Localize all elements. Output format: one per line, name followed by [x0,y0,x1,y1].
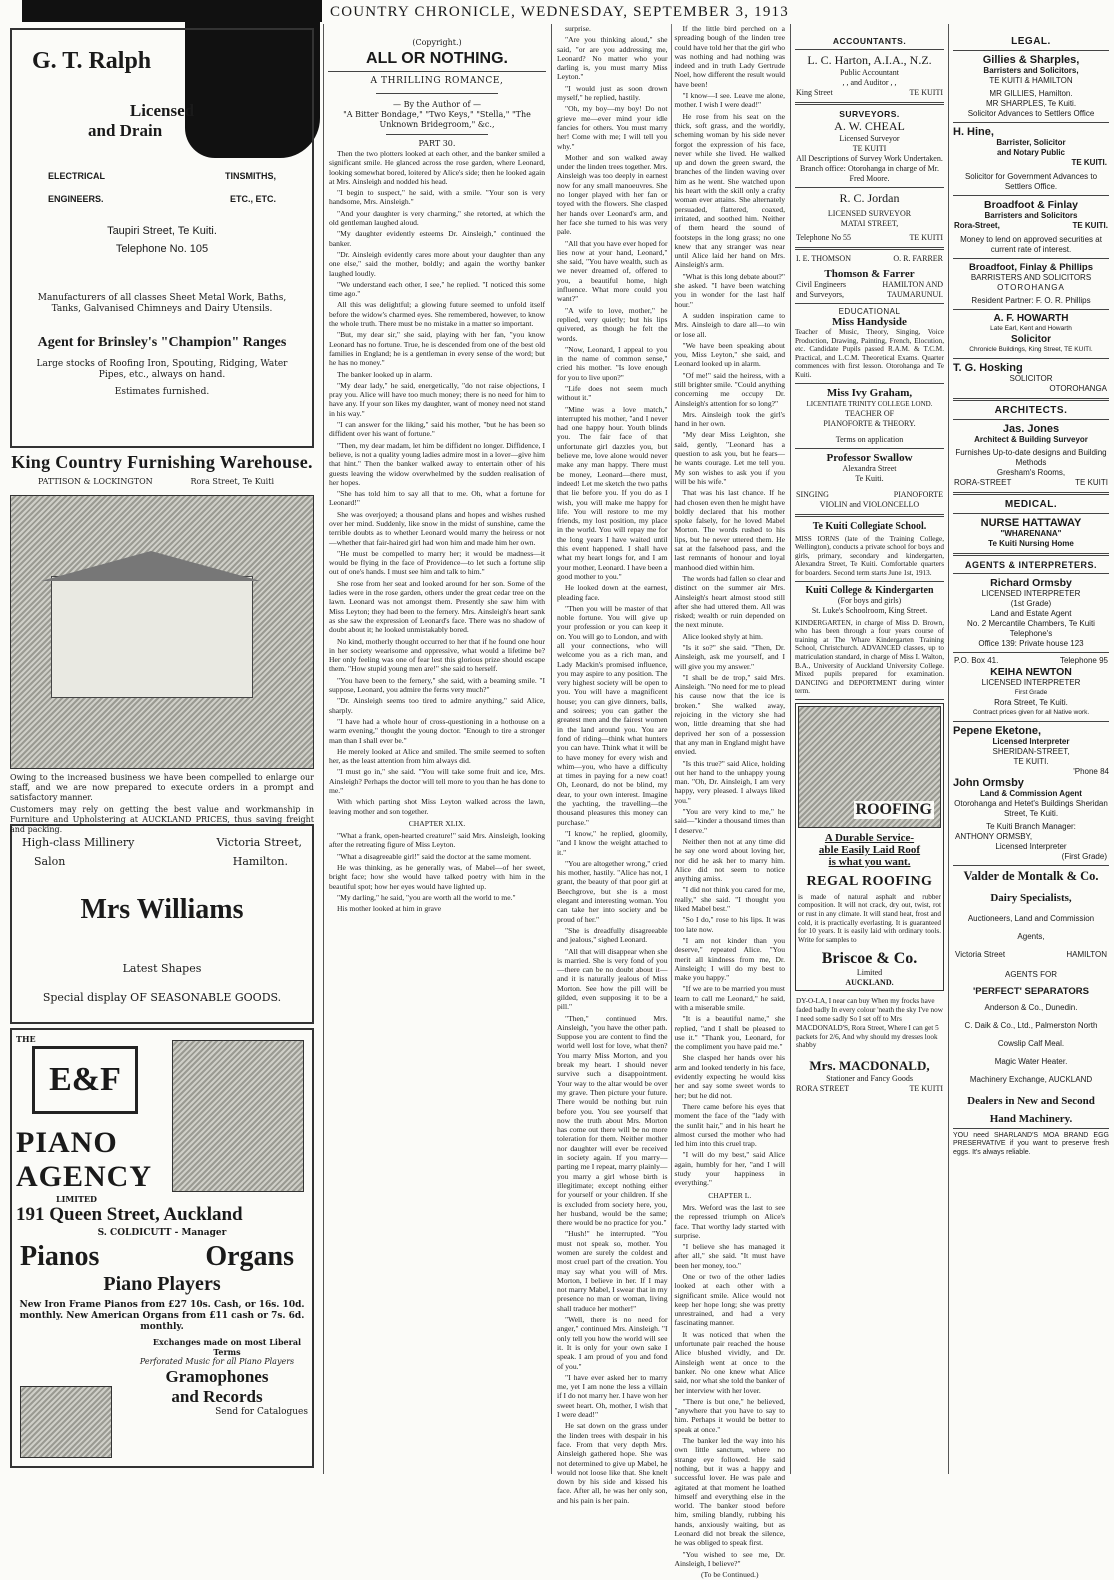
paragraph: "What a disagreeable girl!" said the doctor at the same moment. [337,851,532,861]
card-name: Pepene Eketone, [953,725,1042,737]
ad-text: Manufacturers of all classes Sheet Metal Work, Baths, Tanks, Galvanised Chimneys and Dairy Utensils. [37,293,287,314]
paragraph: "Oh, my boy—my boy! Do not grieve me—ever mind your idle fancies for others. You must marry her! Come with me; I will tell you why." [557,104,668,151]
paragraph: "She has told him to say all that to me. Oh, what a fortune for Leonard!" [329,489,545,508]
ad-text: THE [16,1034,36,1044]
ad-text: AUCKLAND. [845,978,894,988]
paragraph: Then the two plotters looked at each other, and the banker smiled a significant smile. He glanced across the rose garden, where Leonard, looking somewhat bored, loitered by Alice's side; then he looked again at Mrs. Ainsleigh and nodded his head. [329,149,545,186]
ad-text: Estimates furnished. [114,387,210,397]
ad-text: Exchanges made on most Liberal Terms [152,1337,302,1357]
ads-column-left [6,24,318,1474]
roofing-illustration [798,706,941,828]
story-title: ALL OR NOTHING. [366,50,508,67]
paragraph: The words had fallen so clear and distinct on the summer air Mrs. Ainsleigh's heart almost stood still after she had uttered them. All was risked; wealth or ruin depended on the next minute. [674,573,785,630]
ad-heading: Organs [205,1241,294,1272]
ad-line: Licensed [129,101,195,120]
ad-heading: Gramophones [165,1367,269,1386]
ad-text: S. COLDICUTT - Manager [97,1228,227,1238]
card-name: Jas. Jones [1002,423,1060,435]
card-text: 'PERFECT' SEPARATORS [973,986,1089,997]
card-text: Auctioneers, Land and Commission [967,914,1095,923]
ef-logo [32,1046,138,1114]
card-text: OTOROHANGA [997,283,1065,292]
card-text: (For boys and girls) [837,595,902,605]
card-name: John Ormsby [953,777,1024,789]
card-name: KEIHA NEWTON [990,666,1072,678]
paragraph: That was his last chance. If he had chosen even then he might have boldly declared that his mother spoke falsely, for he loved Mabel Morton. The words rushed to his lips, but he never uttered them. He sat at the falsehood pass, and the last remnants of honour and loyal manhood died within him. [674,488,785,572]
paragraph: "Life does not seem much without it." [557,383,668,403]
ad-text: is made of natural asphalt and rubber composition. It will not crack, dry out, twist, rot or rust in any climate. It will stand heat, frost and cold, it is practically everlasting. It is guaranteed for 10 years. It is easily laid with ordinary tools. Write for samples to [798,892,941,944]
legal-column [951,24,1111,1474]
furnishing-warehouse-ad [10,452,314,834]
paragraph: "It is a beautiful name," she replied, "and I shall be pleased to use it." "Thank you, Leonard, for the compliment you have paid me." [674,1014,785,1052]
ad-text: Send for Catalogues [215,1407,308,1417]
card-text: P.O. Box 41. [954,656,999,665]
paragraph: "What a frank, open-hearted creature!" said Mrs. Ainsleigh, looking after the retreating figure of Miss Leyton. [329,831,545,850]
card-text: Licensed Surveyor [839,134,900,143]
paragraph: "Are you thinking aloud," she said, "or are you addressing me, Leonard? No matter who your darling is, you must marry Miss Leyton." [557,35,668,82]
card-text: MR SHARPLES, Te Kuiti. [985,99,1077,108]
column-rule [948,24,949,1474]
gramophone-illustration [20,1386,112,1458]
ad-text: TINSMITHS, [225,171,276,181]
card-text: KINDERGARTEN, in charge of Miss D. Brown, who has been through a four years course of training at The Whare Kindergarten Training School, Christchurch. ADVANCED classes, up to matriculation standard, in charge of Miss I. Walton, B.A., University of Auckland University College. Mixed pupils prepared for examination. DANCING and DEPORTMENT during winter term. [795,618,944,696]
card-text: C. Daik & Co., Ltd., Palmerston North [964,1021,1098,1030]
card-text: BARRISTERS AND SOLICITORS [970,273,1092,282]
paragraph: "Is it so?" she said. "Then, Dr. Ainsleigh, ask me yourself, and I will give you my answer." [674,643,785,671]
card-name: Miss Handyside [832,316,907,328]
story-continued-column [554,24,788,1580]
card-text: Magic Water Heater. [994,1057,1068,1066]
ad-heading: and Records [171,1387,263,1406]
paragraph: He looked down at the earnest, pleading face. [557,583,668,602]
paragraph: "You wished to see me, Dr. Ainsleigh, I believe?" [674,1549,785,1568]
paragraph: "I will do my best," said Alice again, humbly for her, "and I will study your happiness in everything." [674,1150,785,1188]
masthead-title: COUNTRY CHRONICLE, WEDNESDAY, SEPTEMBER 3, 1913 [330,4,789,20]
story-text [554,24,672,1505]
paragraph: "Then you will be master of that noble fortune. You will give up your profession or you can keep it on. You will go to London, and with all your connections, who will welcome you as a rich man, and Lady Mackin's promised influence, you may aspire to any position. The very highest society will be open to you. You will have a magnificent house; you can give dinners, balls, and soirees; you can gather the greatest men and the fairest women in the land around you. You are fond of riding—think what hunters you can have. Think what it will be to have money for every wish and whim—you, who have a difficulty at times in paying for a new coat! Oh, Leonard, do not be blind, my dear, to your own interest. Imagine the yachting, the travelling—the thousand pleasures this money can purchase." [557,603,668,827]
paragraph: "So I do," rose to his lips. It was too late now. [674,915,785,934]
piano-agency-ad [10,1028,314,1468]
ad-heading: Pianos [20,1241,100,1272]
card-text: Terms on application [835,434,904,444]
ad-heading: Piano Players [103,1273,221,1295]
card-text: PIANOFORTE & THEORY. [823,418,916,428]
card-name: Thomson & Farrer [824,268,915,280]
card-name: A. F. HOWARTH [993,313,1069,324]
paragraph: Mrs. Ainsleigh took the girl's hand in her own. [674,409,785,429]
roofing-word: ROOFING [855,800,932,818]
card-text: Land and Estate Agent [990,609,1072,618]
card-text: Stationer and Fancy Goods [826,1074,913,1084]
card-text: Chronicle Buildings, King Street, TE KUITI. [969,346,1093,353]
ad-text: Hamilton. [232,855,288,868]
story-text [672,24,789,1580]
card-text: and Notary Public [996,148,1065,157]
chapter-heading: CHAPTER XLIX. [408,818,466,828]
card-text: SINGING [796,489,829,499]
card-text: No. 2 Mercantile Chambers, Te Kuiti [967,619,1095,628]
paragraph: She clasped her hands over his arm and looked tenderly in his face, evidently expecting he would kiss her and say some sweet words to her; but he did not. [674,1053,785,1100]
card-text: Land & Commission Agent [980,789,1082,798]
story-text [326,149,548,914]
section-heading: EDUCATIONAL [838,307,901,316]
card-name: Miss Ivy Graham, [826,386,913,399]
paragraph: Neither then not at any time did he say one word about loving her, nor did he ask her to marry him. Alice did not seem to notice anything amiss. [674,836,785,884]
ad-address: Taupiri Street, Te Kuiti. [107,225,217,237]
card-name: Broadfoot & Finlay [984,199,1078,211]
card-text: Agents, [1017,932,1045,941]
card-name: H. Hine, [953,126,994,138]
card-text: Solicitor for Government Advances to Settlers Office. [964,172,1098,191]
card-text: "WHARENANA" [1000,529,1062,538]
card-text: Furnishes Up-to-date designs and Building Methods [955,448,1107,467]
section-heading: SURVEYORS. [839,109,900,119]
card-text: Public Accountant [840,68,899,77]
ad-text: Rora Street, Te Kuiti [190,477,274,486]
card-text: RORA-STREET [954,478,1012,487]
card-text: TE KUITI [909,1084,943,1094]
card-text: TE KUITI [852,144,887,153]
ad-text: High-class Millinery [22,836,135,849]
card-text: Te Kuiti Nursing Home [988,539,1074,548]
card-text: TAUMARUNUI. [886,290,943,299]
card-text: RORA STREET [796,1084,850,1094]
card-name: A. W. CHEAL [834,119,905,133]
story-column [326,24,548,1474]
card-text: King Street [796,88,833,97]
paragraph: With which parting shot Miss Leyton walked across the lawn, leaving mother and son together. [329,797,545,816]
section-heading: LEGAL. [1011,36,1051,47]
ad-heading: PIANO [16,1126,118,1159]
card-text: Barristers and Solicitors, [983,66,1079,75]
paragraph: His mother looked at him in grave [337,904,442,914]
card-name: Te Kuiti Collegiate School. [812,520,927,532]
card-text: VIOLIN and VIOLONCELLO [819,499,920,509]
card-text: Money to lend on approved securities at current rate of interest. [960,235,1102,254]
card-text: Telephone 95 [1059,656,1108,665]
card-text: TE KUITI [909,233,943,242]
paragraph: "I have had a whole hour of cross-questioning in a hothouse on a warm evening," thought the young doctor. "Enough to tire a stronger man than I shall ever be." [329,716,545,745]
pianist-illustration [172,1040,304,1192]
paragraph: A sudden inspiration came to Mrs. Ainsleigh to dare all—to win or lose all. [674,310,785,339]
ad-text: Special display OF SEASONABLE GOODS. [42,991,282,1004]
ad-text: Limited [856,968,883,978]
card-text: TE KUITI. [1071,158,1107,167]
paragraph: He rose from his seat on the thick, soft grass, and the worldly, scheming woman by his side never forgot the expression of his face, never while she lived. He walked up and down the green sward, the branches of the linden waving over him as he went. She watched upon his heart with the skill only a crafty woman ever attains. She alternately persuaded, flattered, coaxed, irritated, and soothed him. Neither of them heard the sound of footsteps in the long grass; no one knew that any stranger was near until Alice laid her hand on Mrs. Ainsleigh's arm. [674,111,785,270]
mrs-williams-millinery-ad [10,824,314,1024]
card-name: R. C. Jordan [839,191,900,205]
paragraph: "My darling," he said, "you are worth all the world to me." [337,892,516,902]
paragraph: "Then," continued Mrs. Ainsleigh, "you have the other path. Suppose you are content to find the world well lost for love, what then? You marry Miss Morton, and you break my heart. I should never survive such a disappointment. Your way to the altar would be over my grave. Then picture your future. There would be nothing but ruin before you. You see yourself that now the truth about Mrs. Morton has come out there will be no more toleration for them. Neither mother nor daughter will ever be received in society again. If you marry—parting me I repeat, marry plainly—you marry a girl whose birth is illegitimate; except nothing either for yourself or your children. If she is excluded from society here, you, her husband, would be the same; there would be no practice for you." [557,1013,668,1228]
card-text: Rora-Street, [954,221,1000,230]
paragraph: "All that will disappear when she is married. She is very fond of you—there can be no doubt about it—and it is naturally jealous of Miss Morton. See how the pill will be gilded, even supposing it to be a pill." [557,946,668,1012]
card-text: TE KUITI [909,88,943,97]
ad-text: ETC., ETC. [229,194,276,204]
card-name: Richard Ormsby [990,577,1072,589]
ad-text: LIMITED [56,1194,97,1204]
paragraph: "Dr. Ainsleigh seems too tired to admire anything," said Alice, sharply. [329,696,545,715]
section-heading: ACCOUNTANTS. [832,36,907,46]
card-text: (1st Grade) [1010,599,1052,608]
paragraph: If the little bird perched on a spreading bough of the linden tree could have told her that the girl who was nothing and had nothing was indeed and in truth Lady Gertrude Noel, how different the result would have been! [674,24,785,89]
paragraph: Mrs. Weford was the last to see the repressed triumph on Alice's face. That worthy lady started with surprise. [674,1202,785,1240]
card-text: SHERIDAN-STREET, [992,747,1070,756]
card-name: T. G. Hosking [953,362,1023,374]
card-text: HAMILTON [1066,950,1107,959]
card-text: HAMILTON AND [882,280,943,289]
paragraph: "I have ever asked her to marry me, yet I am none the less a villain if I do not marry her. I have won her sweet heart. Oh, mother, I wish that I were dead!" [557,1372,668,1420]
paragraph: "All that you have ever hoped for lies now at your hand, Leonard," she said, "You have wealth, such as we never dreamed of, offered to you, a beautiful home, high influence. What more could you want?" [557,238,668,304]
paragraph: It was noticed that when the unfortunate pair reached the house Alice blushed vividly, and Dr. Ainsleigh went at once to the banker. No one knew what Alice said, nor what she told the banker of her interview with her lover. [674,1329,786,1395]
sharland-ad-text: YOU need SHARLAND'S MOA BRAND EGG PRESERVATIVE if you want to preserve fresh eggs. It's always reliable. [953,1132,1109,1156]
paragraph: "I would just as soon drown myself," he replied, hastily. [557,83,668,103]
paragraph: "What is this long debate about?" she asked. "I have been watching you in wonder for the last half hour." [674,271,785,309]
paragraph: "If we are to be married you must learn to call me Leonard," he said, with a miserable smile. [674,984,785,1012]
paragraph: "My dear Miss Leighton, she said, gently, "Leonard has a question to ask you, but he fears—he wants courage. Let me tell you. My son wishes to ask you if you will be his wife." [674,430,785,486]
paragraph: "My dear lady," he said, energetically, "do not raise objections, I pray you. Alice will have too much money; there is no need for him to have any. If your son likes my daughter, want of money need not stand in his way." [329,380,545,418]
card-text: LICENSED INTERPRETER [981,589,1081,598]
card-text: Contract prices given for all Native work. [972,709,1090,716]
paragraph: He sat down on the grass under the linden trees with despair in his face. From that very depth Mrs. Ainsleigh gathered hope. She was not determined to give up Mabel, he would not loose like that. She knelt down by his side and kissed his face. After all, he was her only son, and his pain is her pain. [557,1421,668,1505]
card-text: Anderson & Co., Dunedin. [984,1003,1078,1012]
card-text: I. E. THOMSON [796,254,851,263]
section-heading: MEDICAL. [1004,499,1058,510]
ad-text: Victoria Street, [216,836,302,849]
professional-column [793,24,946,1474]
card-text: Licensed Interpreter [995,842,1067,851]
paragraph: "You have been to the fernery," she said, with a beaming smile. "I suppose, Leonard, you admire the ferns very much?" [329,675,545,695]
continued-note: (To be Continued.) [701,1570,759,1580]
card-text: Victoria Street [955,950,1006,959]
ad-text: Latest Shapes [122,962,202,975]
ad-text: ELECTRICAL [48,171,105,181]
ad-phone: Telephone No. 105 [115,243,209,255]
card-text: Cowslip Calf Meal. [997,1039,1065,1048]
card-text: (First Grade) [1061,852,1107,861]
ad-text: Salon [34,855,66,868]
paragraph: "I must go in," she said. "You will take some fruit and ice, Mrs. Ainsleigh? Perhaps the doctor will tell more to you than he has done to me." [329,767,545,795]
ad-heading: able Easily Laid Roof [818,843,921,856]
card-name: Kuiti College & Kindergarten [805,584,934,596]
card-text: LICENSED SURVEYOR [827,209,912,218]
card-text: TE KUITI. [1013,757,1049,766]
card-name: NURSE HATTAWAY [980,517,1082,529]
paragraph: All this was delightful; a glowing future seemed to unfold itself before the widow's charmed eyes. She remembered, however, to know the whole truth. There must be no mistake in a matter so important. [329,300,545,329]
paragraph: "Dr. Ainsleigh evidently cares more about your daughter than any one else," said the mother, boldly; and again the worthy banker laughed loudly. [329,249,545,278]
card-name: Gillies & Sharples, [982,54,1080,66]
card-text: SOLICITOR [1009,374,1053,383]
paragraph: "I shall be de trop," said Mrs. Ainsleigh. "No need for me to plead his cause now that the ice is broken." She walked away, rejoicing in the victory she had won, little dreaming that she had deprived her son of a possession that any man in England might have envied. [674,672,785,757]
copyright-note: (Copyright.) [412,38,462,47]
paragraph: He was thinking, as he generally was, of Mabel—of her sweet, bright face; how she would have talked poetry with him in the beautiful spot; how her eyes would have lighted up. [329,863,545,891]
paragraph: "He must be compelled to marry her; it would be madness—it would be flying in the face of Providence—to let such a fortune slip out of one's hands. I must see him and talk to him." [329,548,545,577]
card-text: TE KUITI. [1072,221,1108,230]
card-text: MISS IORNS (late of the Training College, Wellington), conducts a private school for boys and girls, primary, secondary and kindergarten, Alexandra Street, Te Kuiti. Comfortable quarters for boarders. Second term starts June 1st, 1913. [795,534,944,577]
paragraph: "Now, Leonard, I appeal to you in the name of common sense," cried his mother. "Is love enough for you to live upon?" [557,344,668,382]
paragraph: "We understand each other, I see," he replied. "I noticed this some time ago." [329,279,545,299]
card-text: MR GILLIES, Hamilton. [989,89,1073,98]
ad-heading: AGENCY [16,1160,153,1193]
ad-address: 191 Queen Street, Auckland [16,1204,243,1225]
card-text: Solicitor [1010,334,1051,345]
card-text: Gresham's Rooms, [996,468,1066,477]
story-works: "A Bitter Bondage," "Two Keys," "Stella," "The Unknown Bridegroom," &c., [343,110,531,129]
paragraph: She was overjoyed; a thousand plans and hopes and wishes rushed over her mind. Suddenly, like snow in the midst of sunshine, came the terrible doubts as to whether Leonard would marry the heiress or not—whether that fair-haired girl had won him and made him her own. [329,509,545,547]
ad-line: and Drain [88,121,163,140]
ad-heading: is what you want. [828,855,911,868]
paragraph: "Mine was a love match," interrupted his mother, "and I never had one happy hour. Youth blinds you. The fair face of that unfortunate girl dazzles you, but believe me, love alone would never make any man happy. There must be money, Leonard—there must, indeed! Let me sketch the two paths that lie before you. If you do as I wish, you will make me happy for life. You will restore to me my friends, my lost position, my place in the world. You will repay me for the long years I have waited until this event happened. I shall have what my heart longs for, and I am your mother, Leonard. I have been a good mother to you." [557,404,668,581]
ad-logo-text: E&F [49,1061,121,1098]
paragraph: "I know—I see. Leave me alone, mother. I wish I were dead!" [674,91,785,110]
card-text: First Grade [1014,689,1048,696]
ad-name: Mrs Williams [80,894,244,925]
dyola-ad-text: DY-O-LA, I near can buy When my frocks have faded badly In every colour 'neath the sky I've now I need some sadly So I set off to Mrs MACDONALD'S, Rora Street, Where I can get 5 packets for 2/6, And why should my dresses look shabby [796,997,943,1050]
paragraph: "We have been speaking about you, Miss Leyton," she said, and Leonard looked up in alarm. [674,340,785,369]
column-rule [323,24,324,1474]
chapter-heading: CHAPTER L. [708,1190,752,1200]
paragraph: "A wife to love, mother," he replied, very quietly; but his lips quivered, as though he felt the words. [557,305,668,343]
section-heading: AGENTS & INTERPRETERS. [964,560,1097,570]
card-text: O. R. FARRER [893,254,943,263]
ad-caption: Customers may rely on getting the best value and workmanship in Furniture and Upholstering at AUCKLAND PRICES, thus saving freight and packing. [10,805,314,834]
card-text: Telephone No 55 [796,233,851,242]
card-text: Dairy Specialists, [990,892,1072,904]
card-name: Mrs. MACDONALD, [809,1058,930,1074]
card-name: Valder de Montalk & Co. [963,869,1099,883]
card-name: Broadfoot, Finlay & Phillips [968,262,1094,273]
card-name: Professor Swallow [826,451,913,464]
card-text: OTOROHANGA [1049,384,1107,393]
card-text: MATAI STREET, [840,219,899,228]
card-text: All Descriptions of Survey Work Undertaken. [796,154,943,163]
paragraph: "Hush!" he interrupted. "You must not speak so, mother. You women are surely the coldest and most cruel part of the creation. You may say what you will of Mrs. Morton, I believe in her. If I may not marry Mabel, I swear that in my presence no man or woman, living shall traduce her mother!" [557,1229,668,1313]
ad-heading: Agent for Brinsley's "Champion" Ranges [37,335,287,350]
ad-heading: REGAL ROOFING [806,873,933,889]
paragraph: "Well, there is no need for anger," continued Mrs. Ainsleigh. "I only tell you how the world will see it. It is only for your own sake I speak. I am proud of you and fond of you." [557,1315,668,1371]
paragraph: surprise. [565,24,591,33]
card-text: AGENTS FOR [1004,970,1057,979]
card-text: Otorohanga and Hetet's Buildings Sheridan Street, Te Kuiti. [954,799,1108,818]
card-text: Telephone's [1009,629,1053,638]
card-text: and Surveyors, [796,290,844,299]
ad-text: PATTISON & LOCKINGTON [38,477,153,486]
card-text: Resident Partner: F. O. R. Phillips [971,296,1091,305]
card-text: TE KUITI & HAMILTON [989,76,1073,85]
paragraph: No kind, motherly thought occurred to her that if he found one hour in her society wearisome and oppressive, what would a lifetime be? Her only feeling was one of fear lest this glorious prize should escape them. "How stupid young men are!" she said to herself. [329,636,545,674]
card-text: Hand Machinery. [989,1113,1073,1125]
paragraph: "There is but one," he believed, "anywhere that you have to say to him. Perhaps it would be better to speak at once." [674,1396,785,1434]
ad-text: ENGINEERS. [48,194,104,204]
card-text: St. Luke's Schoolroom, King Street. [811,605,928,615]
card-text: PIANOFORTE [893,489,943,499]
paragraph: "She is dreadfully disagreeable and jealous," sighed Leonard. [557,925,668,945]
warehouse-illustration [10,495,314,769]
ad-title: King Country Furnishing Warehouse. [11,452,313,472]
paragraph: She rose from her seat and looked around for her son. Some of the ladies were in the rose garden, others under the great cedar tree on the lawn. Leonard was not amongst them. Presently she saw him with Miss Leyton; they had been to the fernery. Mrs. Ainsleigh's heart sank as she saw the expression of Leonard's face. There was no shadow of doubt about it; he looked unmistakably bored. [329,578,545,635]
ad-heading: Briscoe & Co. [821,950,918,968]
ad-text: New Iron Frame Pianos from £27 10s. Cash, or 16s. 10d. monthly. New American Organs from £11 cash or 7s. 6d. monthly. [19,1300,305,1332]
card-text: Teacher of Music, Theory, Singing, Voice Production, Drawing, Painting, French, Elocution, etc. Candidate Pupils passed R.A.M. & T.C.M. Practical, and L.C.M. Theoretical Exams. Quarter commences with first lesson. Otorohanga and Te Kuiti. [795,328,944,379]
section-heading: ARCHITECTS. [994,405,1068,416]
paragraph: "I know," he replied, gloomily, "and I know the weight attached to it." [557,828,668,857]
paragraph: "Of me!" said the heiress, with a still brighter smile. "Could anything concerning me occupy Dr. Ainsleigh's attention for so long?" [674,370,785,408]
roofing-ad [795,703,944,992]
paragraph: "Is this true?" said Alice, holding out her hand to the unhappy young man. "Oh, Dr. Ainsleigh, I am very happy, very pleased. I always liked you." [674,758,785,805]
card-text: Rora Street, Te Kuiti. [994,698,1068,707]
paragraph: The banker led the way into his own little sanctum, where no strange eye followed. He said nothing, but it was a happy and successful lover. He was pale and agitated at that moment he loathed himself and everything else in the world. The banker stood before him, smiling blandly, rubbing his hands, anxiously waiting, but as Leonard did not break the silence, he was obliged to speak first. [674,1436,785,1548]
card-text: Late Earl, Kent and Howarth [990,325,1072,332]
card-text: Branch office: Otorohanga in charge of Mr. Fred Moore. [800,164,939,183]
column-rule [551,24,552,1474]
paragraph: The banker looked up in alarm. [337,369,433,379]
paragraph: Alice looked shyly at him. [682,631,763,641]
paragraph: There came before his eyes that moment the face of the "lady with the sunlit hair," and in his heart he almost cursed the mother who had led him into this cruel trap. [674,1101,785,1149]
card-text: LICENSED INTERPRETER [981,678,1081,687]
paragraph: "I begin to suspect," he said, with a smile. "Your son is very handsome, Mrs. Ainsleigh." [329,188,545,207]
paragraph: "I did not think you cared for me, really," she said. "I thought you liked Mabel best." [674,885,785,914]
card-text: Office 139: Private house 123 [978,639,1084,648]
ralph-tinsmiths-ad [10,28,314,448]
card-text: Alexandra Street [842,463,897,473]
paragraph: He merely looked at Alice and smiled. The smile seemed to soften her, as the least attention from him always did. [329,746,545,766]
card-text: TE KUITI [1075,478,1108,487]
card-text: , , and Auditor , , [842,78,897,87]
card-text: Solicitor Advances to Settlers Office [967,109,1095,118]
card-text: TEACHER OF [844,408,895,418]
card-text: Te Kuiti Branch Manager: [986,822,1076,831]
ad-caption: Owing to the increased business we have been compelled to enlarge our staff, and we are now prepared to execute orders in a prompt and satisfactory manner. [10,773,314,802]
story-subtitle: A THRILLING ROMANCE, [370,76,504,86]
ad-text: Large stocks of Roofing Iron, Spouting, Ridging, Water Pipes, etc., always on hand. [36,359,288,380]
column-rule [790,24,791,1474]
paragraph: "I believe she has managed it after all," she said. "It must have been her money, too." [674,1242,785,1270]
card-name: L. C. Harton, A.I.A., N.Z. [807,53,932,67]
card-text: Machinery Exchange, AUCKLAND [969,1075,1093,1084]
paragraph: "I can answer for the liking," said his mother, "but he has been so diffident over his want of fortune." [329,420,545,439]
story-part: PART 30. [418,139,456,148]
card-text: LICENTIATE TRINITY COLLEGE LOND. [806,399,933,408]
paragraph: "Then, my dear madam, let him be diffident no longer. Diffidence, I believe, is not a quality young ladies admire most in a lover—give him that hint." Then the banker walked away to entertain other of his guests leaving the widow overwhelmed by the sudden realisation of her hopes. [329,440,545,487]
card-text: Civil Engineers [796,280,846,289]
paragraph: One or two of the other ladies looked at each other with a significant smile. Alice would not keep her hope long; she was pretty unrestrained, and had a very fascinating manner. [674,1272,785,1328]
paragraph: "I am not kinder than you deserve," repeated Alice. "You merit all kindness from me, Dr. Ainsleigh; I will do my best to make you happy." [674,935,785,983]
card-text: Licensed Interpreter [992,737,1070,746]
card-text: Dealers in New and Second [967,1095,1095,1107]
paragraph: "You are very kind to me," he said—"kinder a thousand times than I deserve." [674,807,785,835]
card-text: Barrister, Solicitor [996,138,1066,147]
ad-business-name: G. T. Ralph [32,48,152,74]
paragraph: Mother and son walked away under the linden trees together. Mrs. Ainsleigh was too deeply in earnest now for any small manoeuvres. She no longer played with her fan or toyed with the flowers. She clasped her hands over Leonard's arm, and her face she turned to his was very pale. [557,152,668,237]
paragraph: "My daughter evidently esteems Dr. Ainsleigh," continued the banker. [329,229,545,248]
card-text: Architect & Building Surveyor [974,435,1088,444]
story-byline: — By the Author of — [393,100,481,109]
paragraph: "But, my dear sir," she said, playing with her fan, "you know Leonard has no fortune. True, he is descended from one of the best old families in England; he is a gentleman in every sense of the word; but he has no money." [329,330,545,368]
card-text: Barristers and Solicitors [984,211,1078,220]
paragraph: "And your daughter is very charming," she retorted, at which the old gentleman laughed aloud. [329,208,545,228]
card-text: ANTHONY ORMSBY, [955,832,1033,841]
ad-heading: A Durable Service- [824,831,915,844]
paragraph: "You are altogether wrong," cried his mother, hastily. "Alice has not, I grant, the beauty of that poor girl at Beechgrove, but she is a most elegant and interesting woman. You can take her into society and be proud of her." [557,858,668,924]
card-text: Te Kuiti. [855,473,884,483]
ad-text: Perforated Music for all Piano Players [139,1357,295,1366]
card-text: 'Phone 84 [1073,767,1109,776]
